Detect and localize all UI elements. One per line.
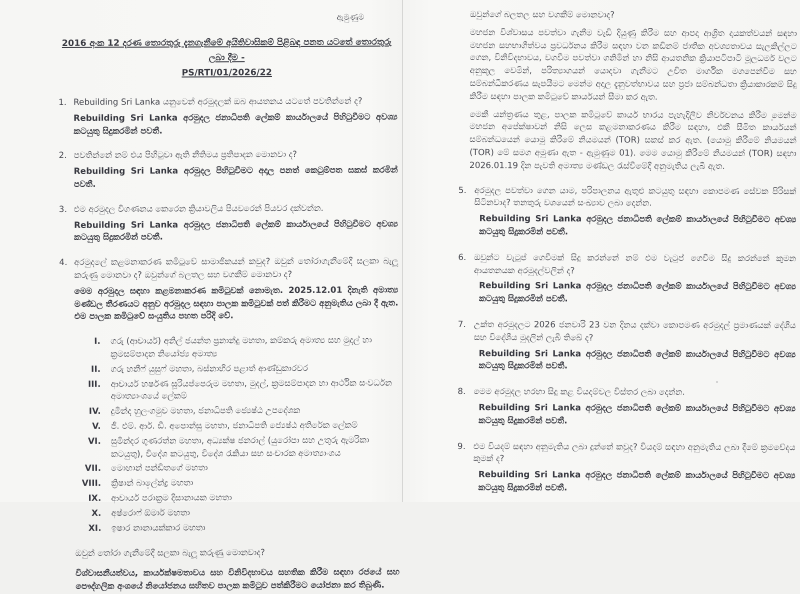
question-number: 8.: [457, 387, 466, 398]
question-item-4: [57, 256, 398, 324]
question-item-6: [458, 252, 796, 307]
annex-label: ඇමුණුම: [336, 12, 365, 22]
answer-text: Rebuilding Sri Lanka අරමුදල ජනාධිපති ලේකම් කාර්යාලයේ පිහිටුවීමට අවශ්‍ය කටයුතු සිදුකරමින් පවතී.: [73, 219, 399, 244]
committee-member-name: ආචාර්ය පරාක්‍රම දිසානායක මහතා: [111, 493, 232, 504]
committee-member-row: [74, 335, 398, 362]
question-text: ඔවුන්ට වැටුප් ගෙවීමක් සිදු කරන්නේ නම් එම වැටුප් ගෙවීම සිදු කරන්නේ කුමන ආයතනයක අරමුදල්වලින් ද?: [474, 252, 797, 276]
committee-member-name: ගරු හනීෆ් යුසුෆ් මහතා, බස්නාහිර පළාත් ආණ්ඩුකාරවර: [110, 363, 308, 375]
roman-numeral: VII.: [84, 464, 102, 475]
answer-text: Rebuilding Sri Lanka අරමුදල ජනාධිපති ලේකම් කාර්යාලයේ පිහිටුවීමට අවශ්‍ය කටයුතු සිදුකරමින් පවතී.: [478, 281, 797, 305]
committee-member-row: [75, 462, 399, 476]
committee-member-row: [75, 405, 399, 419]
roman-numeral: II.: [91, 364, 101, 375]
committee-member-name: මොහාන් පන්ඩිතගේ මහතා: [111, 463, 208, 475]
committee-member-row: [75, 506, 399, 520]
question-item-8: [458, 386, 796, 429]
sub-answer-text: විශ්වාසනීයත්වය, කාර්යක්ෂමතාවය සහ විනිවිදභාවය සහතික කිරීම සඳහා රජයේ සහ පෞද්ගලික අංශයේ නියෝජනය සහිතව පාලක කමිටුව පත්කිරීමට යෝජනා කර තිබුණි.: [75, 567, 400, 592]
roman-numeral: I.: [94, 336, 101, 347]
document-title: [56, 36, 397, 82]
question-number: 2.: [58, 151, 67, 162]
question-item-7: [458, 319, 796, 374]
question-list-right: [457, 185, 796, 496]
question-text: පවතින්නේ නම් එය පිහිටුවා ඇති නීතිමය ප්‍රතිපාදන මොනවා ද?: [73, 150, 298, 162]
answer-text: Rebuilding Sri Lanka අරමුදල ජනාධිපති ලේකම් කාර්යාලයේ පිහිටුවීමට අවශ්‍ය කටයුතු සිදුකරමින් පවතී.: [73, 112, 398, 137]
question-text: එම අරමුදල විගණනය කෙරෙන ක්‍රියාවලිය පියවරෙන් පියවර දක්වන්න.: [73, 203, 324, 215]
committee-member-name: ඉෂාර නානායක්කාර මහතා: [111, 522, 206, 534]
question-text: අරමුදල පවත්වා ගෙන යාම, පරිපාලනය ඇතුළු කටයුතු සඳහා කොපමණ සේවක පිරිසක් සිටිනවාද? තනතුරු වශයෙන් සංඛ්‍යාව ලබා දෙන්න.: [474, 185, 797, 210]
question-text: Rebuilding Sri Lanka යනුවෙන් අරමුදලක් ඔබ ආයතනය යටතේ පවතින්නේ ද?: [73, 96, 363, 108]
committee-member-row: [75, 434, 399, 461]
question-text: එම වියදම් සඳහා අනුමැතිය ලබා දුන්නේ කවුද? වියදම් සඳහා අනුමැතිය ලබා දීමේ ක්‍රමවේදය කුමක් ද?: [473, 441, 796, 465]
answer-text: Rebuilding Sri Lanka අරමුදල ජනාධිපති ලේකම් කාර්යාලයේ පිහිටුවීමට අවශ්‍ය කටයුතු සිදුකරමින් පවතී.: [479, 214, 797, 238]
committee-member-row: [75, 377, 399, 404]
question-item-3: [57, 202, 398, 245]
document-page-left: [56, 0, 400, 594]
roman-numeral: IX.: [88, 493, 102, 504]
title-line-1: 2016 අංක 12 දරණ තොරතුරු දැනගැනීමේ අයිතිවාසිකම් පිළිබඳ පනත යටතේ තොරතුරු ලබා දීම -: [61, 37, 392, 64]
answer-text: Rebuilding Sri Lanka අරමුදල ජනාධිපති ලේකම් කාර්යාලයේ පිහිටුවීමට අවශ්‍ය කටයුතු සිදුකරමින් පවතී.: [478, 348, 796, 372]
title-reference-number: PS/RTI/01/2026/22: [181, 68, 272, 79]
question-number: 9.: [457, 441, 466, 452]
roman-numeral: VIII.: [81, 478, 102, 490]
roman-numeral: XI.: [88, 523, 102, 534]
committee-member-name: ක්‍රිෂාන් බාලේන්ද්‍ර මහතා: [111, 478, 194, 489]
roman-numeral: IV.: [88, 406, 101, 418]
answer-paragraph-2: මෙකී යන්ත්‍රණය තුළ, පාලක කමිටුවේ කාර්ය භාරය පැහැදිලිව නිර්වචනය කිරීම මෙන්ම මහජන අපේක්ෂාවන් නිසි ලෙස කළමනාකරණය කිරීම සඳහා, එකී සීමිත කාර්යයන් සම්බන්ධයෙන් යොමු කිරීමේ නියමයන් (TOR) සකස් කර ඇත. (යොමු කිරීමේ නියමයන් (TOR) මේ සමග අමුණා ඇත - ඇමුණුම 01). මෙම යොමු කිරීමේ නියමයන් (TOR) සඳහා 2026.01.19 දින පැවති අමාත්‍ය මණ්ඩල රැස්වීමේදී අනුමැතිය ලැබී ඇත.: [469, 109, 797, 172]
question-item-9: [457, 441, 795, 496]
committee-member-name: ජී. එම්. ආර්. ඩී. අපොන්සු මහතා, ජනාධිපති ජ්‍යෙෂ්ඨ අතිරේක ලේකම්: [110, 420, 358, 432]
question-item-1: [56, 96, 397, 139]
question-number: 1.: [58, 97, 67, 108]
question-text: අරමුදලේ කළමනාකරණ කමිටුවේ සාමාජිකයන් කවුද? ඔවුන් තෝරාගැනීමේදී සලකා බැලූ කරුණු මොනවා ද? ඔවුන්ගේ බලතල සහ වගකීම් මොනවා ද?: [74, 256, 399, 281]
committee-member-name: ආචාර්ය හර්ෂණ සූරියප්පෙරුම මහතා, මුදල්, ක්‍රමසම්පාදන හා ආර්ථික සංවර්ධන අමාත්‍යාංශයේ ලේකම්: [110, 378, 392, 403]
answer-text: මෙම අරමුදල සඳහා කළමනාකරණ කමිටුවක් නොමැත. 2025.12.01 දිනැති අමාත්‍ය මණ්ඩල තීරණයට අනුව අරමුදල සඳහා පාලක කමිටුවක් පත් කිරීමට අනුමැතිය ලබා දී ඇත. එම පාලක කමිටුවේ සංයුතිය පහත පරිදි වේ.: [74, 285, 399, 323]
committee-member-name: දුමින්ද හුලංගමුව මහතා, ජනාධිපති ජ්‍යෙෂ්ඨ උපදේශක: [110, 406, 301, 417]
question-number: 3.: [58, 204, 68, 215]
roman-numeral: V.: [92, 421, 101, 432]
sub-question-text: ඔවුන් තෝරා ගැනීමේදී සලකා බැලූ කරුණු මොනවාද?: [75, 548, 265, 560]
question-text: උක්ත අරමුදලට 2026 ජනවාරි 23 වන දිනය දක්වා කොපමණ අරමුදල් ප්‍රමාණයක් දේශීය සහ විදේශීය මුදලින් ලැබී තිබේ ද?: [473, 319, 796, 344]
roman-numeral: VI.: [87, 436, 101, 447]
question-number: 5.: [458, 185, 467, 196]
answer-text: Rebuilding Sri Lanka අරමුදල ජනාධිපති ලේකම් කාර්යාලයේ පිහිටුවීමට අවශ්‍ය කටයුතු සිදුකරමින් පවතී.: [478, 402, 796, 427]
roman-numeral: X.: [91, 508, 102, 519]
document-page-right: [457, 0, 797, 509]
page-fold-divider: [402, 0, 403, 502]
question-number: 6.: [458, 252, 467, 263]
committee-member-name: ගරු (ආචාර්ය) අනිල් ජයන්ත ප්‍රනාන්දු මහතා, කම්කරු අමාත්‍ය සහ මුදල් හා ක්‍රමසම්පාදන නියෝජ්‍ය අමාත්‍ය: [110, 335, 372, 360]
answer-text: Rebuilding Sri Lanka අරමුදල ජනාධිපති ලේකම් කාර්යාලයේ පිහිටුවීමට අවශ්‍ය කටයුතු සිදුකරමින් පවතී.: [478, 470, 796, 494]
answer-paragraph-1: මහජන විශ්වාසය පවත්වා ගැනීම වැඩි දියුණු කිරීම සහ ආපදා ආශ්‍රිත දායකත්වයන් සඳහා මහජන සහභාගීත්වය ප්‍රවර්ධනය කිරීම සඳහා වන කඩිනම් ජාතික අවශ්‍යතාවය සැලකිල්ලට ගෙන, විනිවිදභාවය, වගවීම පවත්වා ගනිමින් හා නිසි ආයතනික ක්‍රියාපටිපාටි මූලධර්ම වලට අනුකූල වෙමින්, පරිත්‍යාගයන් යොදවා ගැනීමට උචිත මාර්ගික මගපෙන්වීම සහ සම්බන්ධීකරණය සැපයීමට මෙන්ම අදාල දැනුවත්භාවය සහ ප්‍රජා සම්බන්ධතා ක්‍රියාකාරකම් සිදු කිරීම සඳහා පාලක කමිටුවේ කාර්යයන් සීමා කර ඇත.: [469, 27, 797, 103]
question-text: මෙම අරමුදල හරහා සිදු කළ වියදම්වල විස්තර ලබා දෙන්න.: [473, 387, 686, 398]
committee-member-row: [75, 521, 399, 535]
committee-member-name: අෂ්රොෆ් ඕමාර් මහතා: [111, 508, 190, 519]
committee-member-name: සුමින්දර ගුණරත්න මහතා, අධ්‍යක්ෂ ජනරාල් (යුරෝපා සහ උතුරු ඇමරිකා කටයුතු), විදේශ කටයුතු, විදේශ රැකියා සහ සංචාරක අමාත්‍යාංශය: [110, 435, 370, 460]
committee-member-row: [75, 477, 399, 491]
question-number: 4.: [59, 258, 68, 269]
committee-member-list: [74, 335, 399, 536]
question-list-left: [56, 96, 398, 325]
question-number: 7.: [457, 319, 467, 330]
committee-member-row: [75, 419, 399, 433]
committee-member-row: [75, 491, 399, 505]
question-item-2: [57, 149, 398, 192]
question-item-5: [458, 185, 796, 240]
roman-numeral: III.: [87, 379, 101, 390]
committee-member-row: [75, 362, 399, 376]
answer-text: Rebuilding Sri Lanka අරමුදල පිහිටුවීමට අදාල පනත් කෙටුම්පත සකස් කරමින් පවතී.: [73, 165, 398, 190]
powers-responsibilities-heading: ඔවුන්ගේ බලතල සහ වගකීම් මොනවාද?: [469, 10, 615, 21]
